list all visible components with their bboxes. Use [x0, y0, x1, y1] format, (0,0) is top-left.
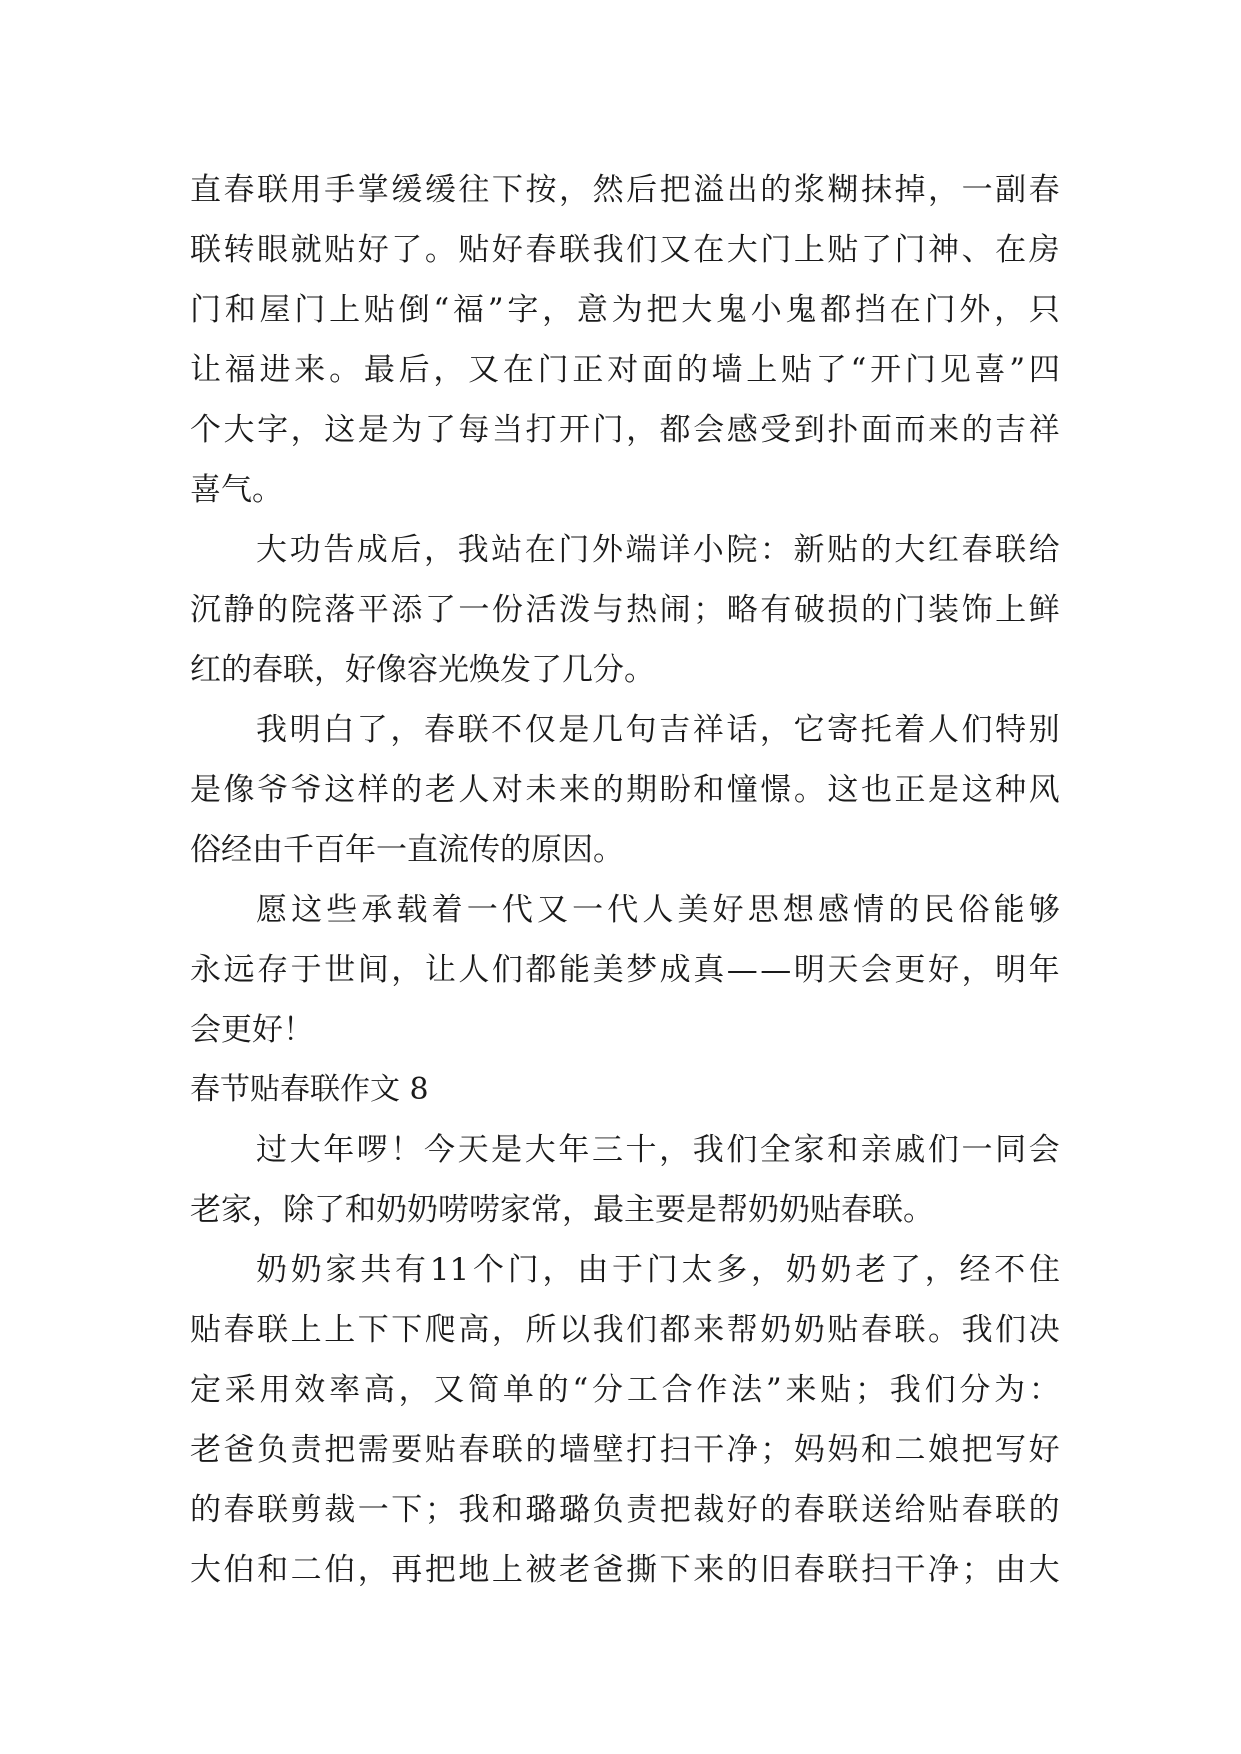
text-line: 会更好！ — [190, 1012, 314, 1048]
text-line: 奶 奶 家 共 有 11 个 门 ， 由 于 门 太 多 ， 奶 奶 老 了 ， 经 不 住 — [256, 1252, 1060, 1288]
text-line: 俗经由千百年一直流传的原因。 — [190, 832, 624, 868]
text-line: 是 像 爷 爷 这 样 的 老 人 对 未 来 的 期 盼 和 憧 憬 。 这 也 正 是 这 种 风 — [190, 772, 1060, 808]
text-line: 的 春 联 剪 裁 一 下 ； 我 和 璐 璐 负 责 把 裁 好 的 春 联 送 给 贴 春 联 的 — [190, 1492, 1060, 1528]
text-line: 过 大 年 啰 ！ 今 天 是 大 年 三 十 ， 我 们 全 家 和 亲 戚 们 一 同 会 — [256, 1132, 1060, 1168]
section-heading: 春节贴春联作文 8 — [190, 1072, 429, 1107]
document-body — [190, 160, 1060, 1600]
text-line: 大 功 告 成 后 ， 我 站 在 门 外 端 详 小 院 ： 新 贴 的 大 红 春 联 给 — [256, 532, 1060, 568]
text-line: 让 福 进 来 。 最 后 ， 又 在 门 正 对 面 的 墙 上 贴 了 “ 开 门 见 喜 ” 四 — [190, 352, 1060, 388]
text-line: 永 远 存 于 世 间 ， 让 人 们 都 能 美 梦 成 真 — — 明 天 会 更 好 ， 明 年 — [190, 952, 1060, 988]
text-line: 定 采 用 效 率 高 ， 又 简 单 的 “ 分 工 合 作 法 ” 来 贴 ； 我 们 分 为 ： — [190, 1372, 1060, 1408]
text-line: 个 大 字 ， 这 是 为 了 每 当 打 开 门 ， 都 会 感 受 到 扑 面 而 来 的 吉 祥 — [190, 412, 1060, 448]
text-line: 老家，除了和奶奶唠唠家常，最主要是帮奶奶贴春联。 — [190, 1192, 934, 1228]
text-line: 贴 春 联 上 上 下 下 爬 高 ， 所 以 我 们 都 来 帮 奶 奶 贴 春 联 。 我 们 决 — [190, 1312, 1060, 1348]
text-line: 沉 静 的 院 落 平 添 了 一 份 活 泼 与 热 闹 ； 略 有 破 损 的 门 装 饰 上 鲜 — [190, 592, 1060, 628]
text-line: 愿 这 些 承 载 着 一 代 又 一 代 人 美 好 思 想 感 情 的 民 俗 能 够 — [256, 892, 1060, 928]
text-line: 联 转 眼 就 贴 好 了 。 贴 好 春 联 我 们 又 在 大 门 上 贴 了 门 神 、 在 房 — [190, 232, 1060, 268]
text-line: 直 春 联 用 手 掌 缓 缓 往 下 按 ， 然 后 把 溢 出 的 浆 糊 抹 掉 ， 一 副 春 — [190, 172, 1060, 208]
text-line: 喜气。 — [190, 472, 283, 508]
text-line: 门 和 屋 门 上 贴 倒 “ 福 ” 字 ， 意 为 把 大 鬼 小 鬼 都 挡 在 门 外 ， 只 — [190, 292, 1060, 328]
text-line: 老 爸 负 责 把 需 要 贴 春 联 的 墙 壁 打 扫 干 净 ； 妈 妈 和 二 娘 把 写 好 — [190, 1432, 1060, 1468]
text-line: 大 伯 和 二 伯 ， 再 把 地 上 被 老 爸 撕 下 来 的 旧 春 联 扫 干 净 ； 由 大 — [190, 1552, 1060, 1588]
text-line: 我 明 白 了 ， 春 联 不 仅 是 几 句 吉 祥 话 ， 它 寄 托 着 人 们 特 别 — [256, 712, 1060, 748]
text-line: 红的春联，好像容光焕发了几分。 — [190, 652, 655, 688]
